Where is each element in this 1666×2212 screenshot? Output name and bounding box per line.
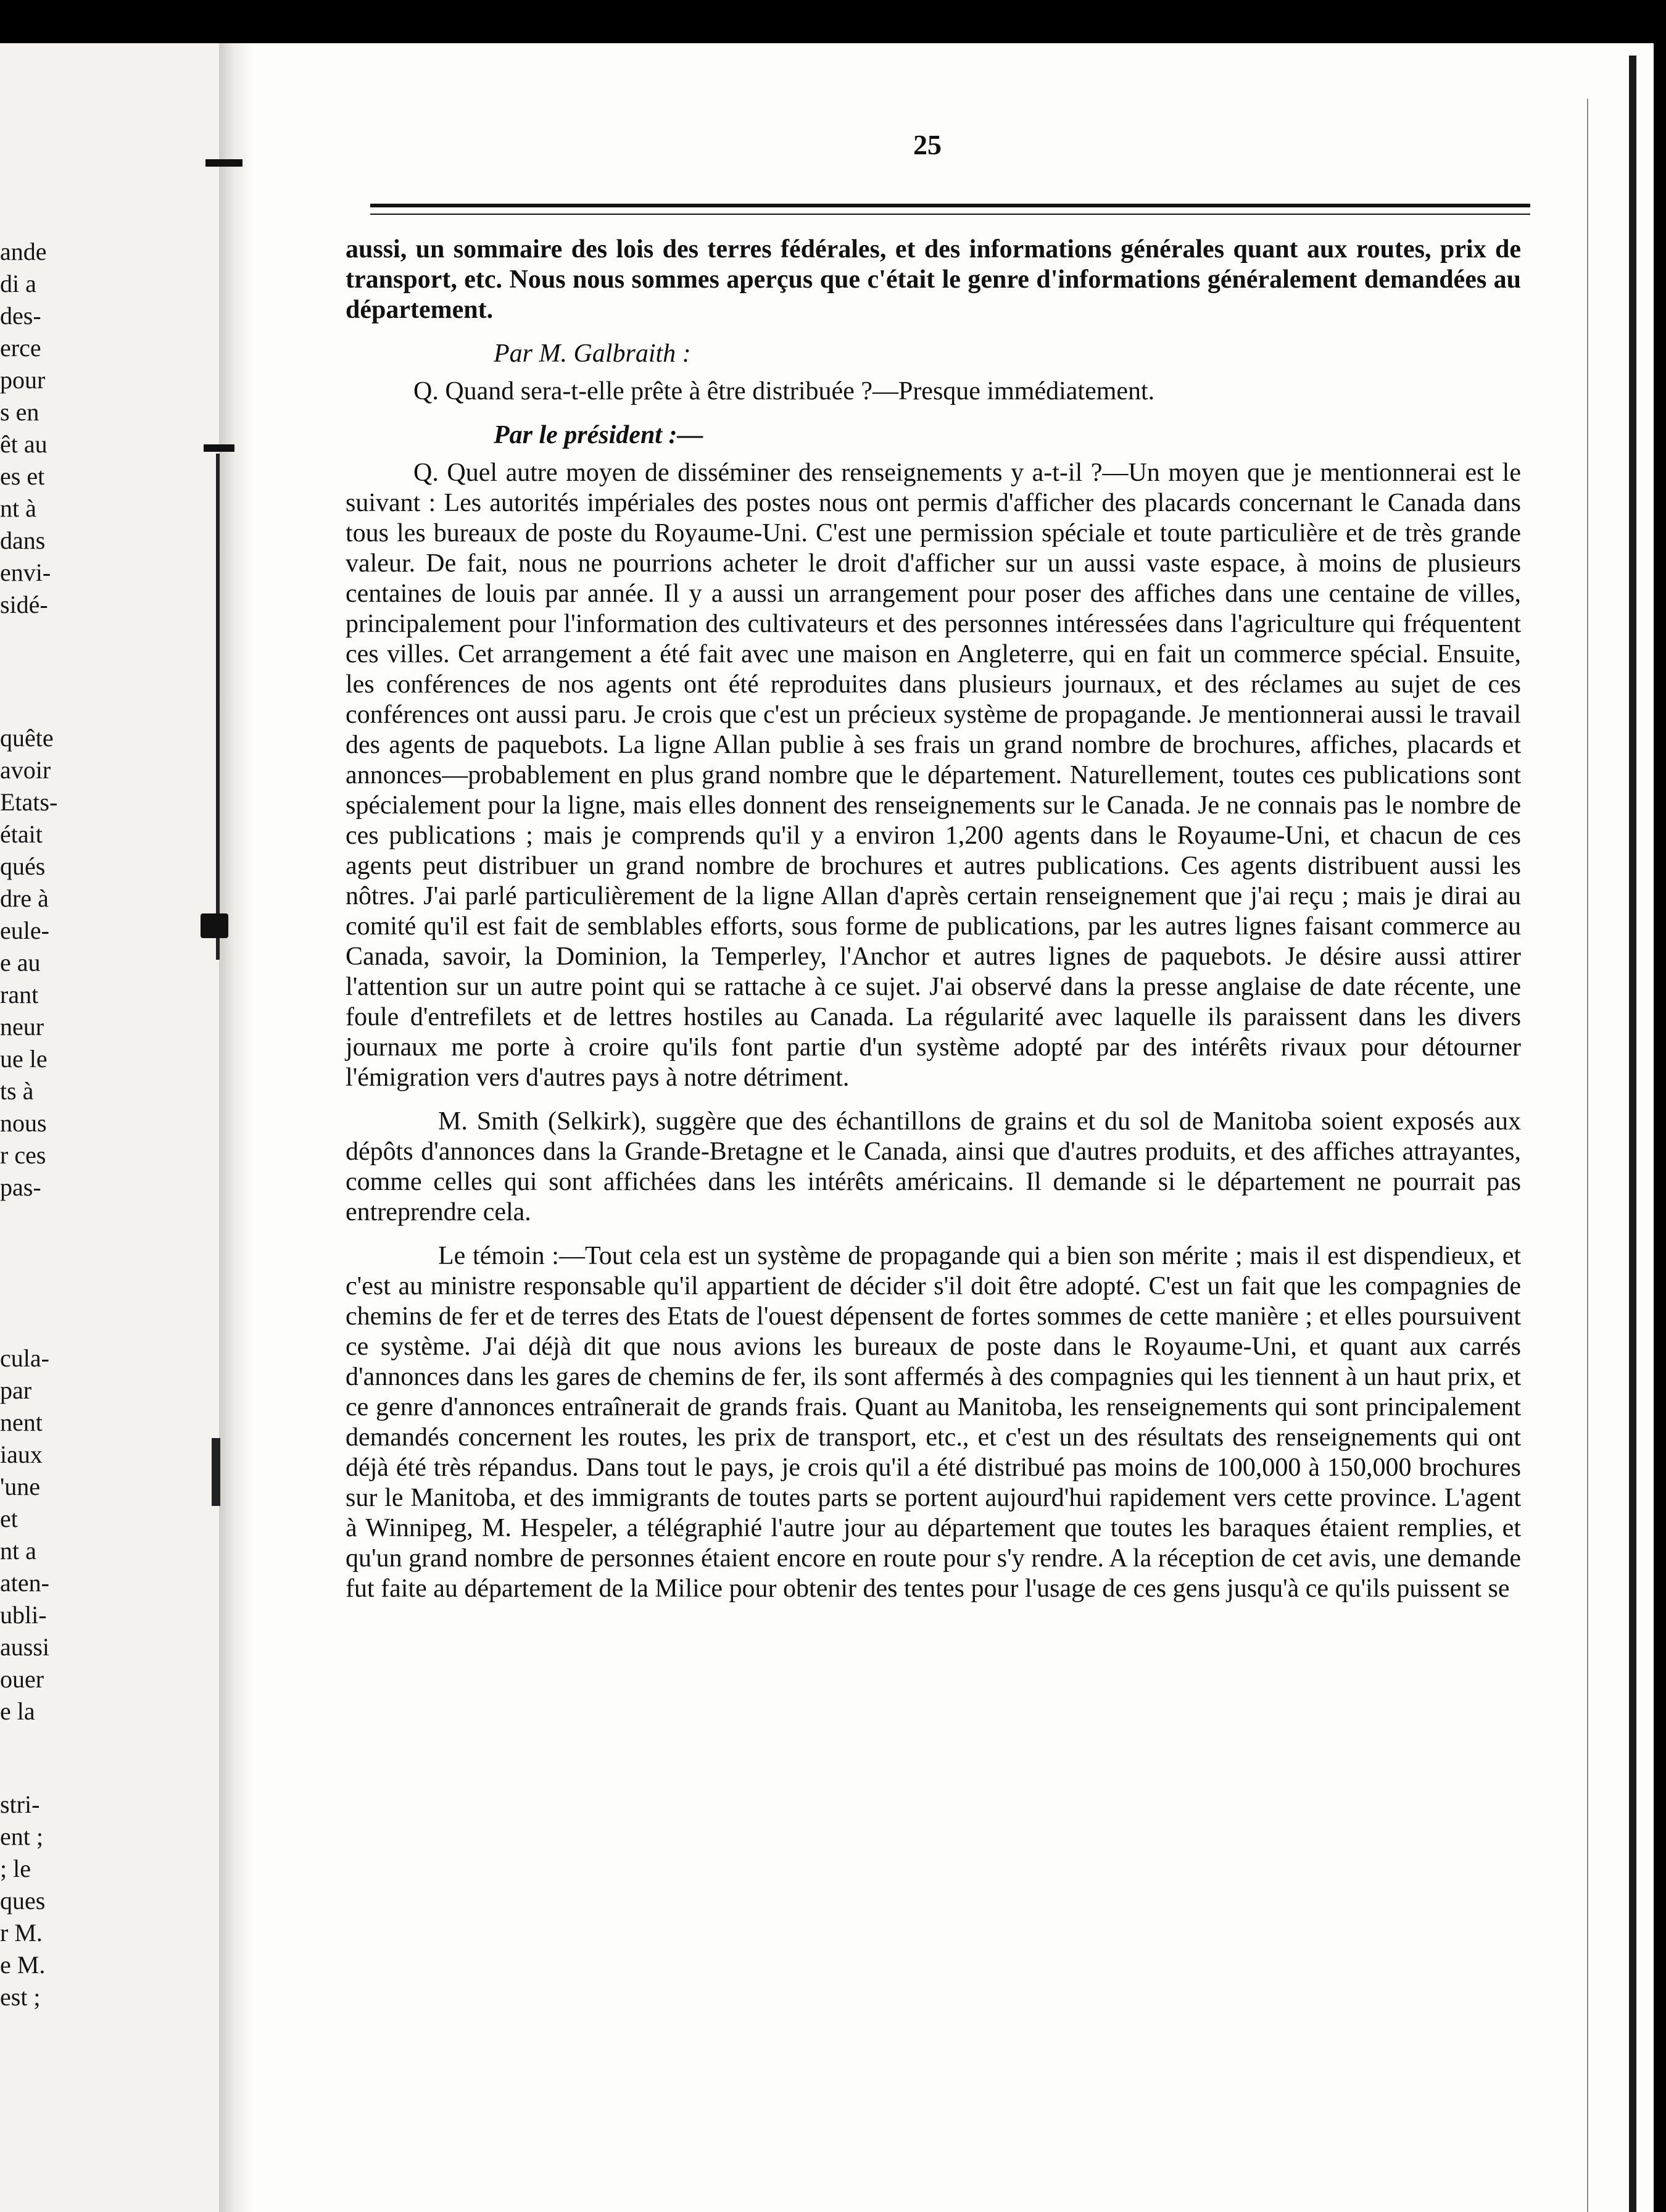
left-column-fragment: dans [0,526,46,554]
spine-mark [204,444,234,452]
left-column-fragment: aten- [0,1569,49,1597]
page-border-line [1587,99,1588,2212]
left-column-fragment: rant [0,981,39,1008]
spine-mark [205,159,242,167]
left-column-fragment: stri- [0,1790,40,1818]
left-column-fragment: e M. [0,1951,46,1979]
left-column-fragment: pas- [0,1173,41,1201]
page-number: 25 [913,129,942,160]
left-column-fragment: ue le [0,1045,48,1073]
page-edge [1629,56,1636,2212]
left-column-fragment: ouer [0,1665,44,1693]
speaker-label: Par M. Galbraith : [494,339,691,368]
left-column-fragment: s en [0,398,39,426]
left-column-fragment: neur [0,1013,44,1041]
left-column-fragment: cula- [0,1344,49,1372]
left-column-fragment: des- [0,302,41,330]
spine-blot [201,913,228,938]
left-column-fragment: nent [0,1408,43,1436]
left-column-fragment: e la [0,1697,35,1725]
left-column-fragment: pour [0,366,46,394]
left-column-fragment: était [0,820,43,848]
paragraph: M. Smith (Selkirk), suggère que des échantillons de grains et du sol de Manitoba soient exposés aux dépôts d'annonces dans la Grande-Bretagne et le Canada, ainsi que d'autres produits, et des affiches attrayantes, comme celles qui sont affichées dans les intérêts américains. Il demande si le département ne pourrait pas entreprendre cela. [346,1107,1521,1226]
left-column-fragments [0,0,74,2212]
header-rule [370,204,1530,215]
left-column-fragment: par [0,1376,32,1404]
left-column-fragment: envi- [0,559,51,586]
left-column-fragment: et [0,1505,18,1532]
left-column-fragment: ande [0,238,47,265]
left-column-fragment: nous [0,1109,47,1137]
left-column-fragment: êt au [0,430,48,458]
left-column-fragment: est ; [0,1983,41,2011]
left-column-fragment: eule- [0,917,49,944]
left-column-fragment: es et [0,462,45,490]
left-column-fragment: e au [0,949,41,976]
left-column-fragment: dre à [0,884,49,912]
left-column-fragment: r M. [0,1919,43,1947]
left-column-fragment: di a [0,270,36,297]
left-column-fragment: erce [0,334,41,362]
left-column-fragment: qués [0,852,46,880]
left-column-fragment: nt à [0,494,36,522]
left-column-fragment: avoir [0,756,51,784]
speaker-label: Par le président :— [494,421,703,449]
paragraph: Q. Quand sera-t-elle prête à être distribuée ?—Presque immédiatement. [413,377,1155,405]
spine-bar [216,454,220,960]
left-column-fragment: aussi [0,1633,49,1661]
left-column-fragment: ; le [0,1855,31,1882]
left-column-fragment: 'une [0,1473,40,1500]
spine-bar [212,1438,220,1506]
left-column-fragment: sidé- [0,591,48,618]
left-column-fragment: ubli- [0,1601,47,1629]
main-text [346,235,1521,1618]
left-column-fragment: ent ; [0,1823,43,1850]
left-column-fragment: ts à [0,1077,34,1105]
left-column-fragment: quête [0,724,54,752]
paragraph: Le témoin :—Tout cela est un système de propagande qui a bien son mérite ; mais il est dispendieux, et c'est au ministre responsable qu'il appartient de décider s'il doit être adopté. C'est un fait que les compagnies de chemins de fer et de terres des Etats de l'ouest dépensent de fortes sommes de cette manière ; et elles poursuivent ce système. J'ai déjà dit que nous avions les bureaux de poste dans le Royaume-Uni, et quant aux carrés d'annonces dans les gares de chemins de fer, ils sont affermés à des compagnies qui les tiennent à un haut prix, et ce genre d'annonces entraînerait de grands frais. Quant au Manitoba, les renseignements qui sont principalement demandés concernent les routes, les prix de transport, etc., et c'est un des résultats des renseignements qui ont déjà été très répandus. Dans tout le pays, je crois qu'il a été distribué pas moins de 100,000 à 150,000 brochures sur le Manitoba, et des immigrants de toutes parts se portent aujourd'hui rapidement vers cette province. L'agent à Winnipeg, M. Hespeler, a télégraphié l'autre jour au département que toutes les baraques étaient remplies, et qu'un grand nombre de personnes étaient encore en route pour s'y rendre. A la réception de cet avis, une demande fut faite au département de la Milice pour obtenir des tentes pour l'usage de ces gens jusqu'à ce qu'ils puissent se [346,1242,1521,1603]
page-fold [219,43,256,2212]
paragraph: Q. Quel autre moyen de disséminer des renseignements y a-t-il ?—Un moyen que je mentionnerai est le suivant : Les autorités impériales des postes nous ont permis d'afficher des placards concernant le Canada dans tous les bureaux de poste du Royaume-Uni. C'est une permission spéciale et toute particulière et de très grande valeur. De fait, nous ne pourrions acheter le droit d'afficher sur un aussi vaste espace, à moins de plusieurs centaines de louis par année. Il y a aussi un arrangement pour poser des affiches dans une centaine de villes, principalement pour l'information des cultivateurs et des personnes intéressées dans l'agriculture qui fréquentent ces villes. Cet arrangement a été fait avec une maison en Angleterre, qui en fait un commerce spécial. Ensuite, les conférences de nos agents ont été reproduites dans plusieurs journaux, et des réclames au sujet de ces conférences ont aussi paru. Je crois que c'est un précieux système de propagande. Je mentionnerai aussi le travail des agents de paquebots. La ligne Allan publie à ses frais un grand nombre de brochures, affiches, placards et annonces—probablement en plus grand nombre que le département. Naturellement, toutes ces publications sont spécialement pour la ligne, mais elles donnent des renseignements sur le Canada. Je ne connais pas le nombre de ces publications ; mais je comprends qu'il y a environ 1,200 agents dans le Royaume-Uni, et chacun de ces agents peut distribuer un grand nombre de brochures et autres publications. Ces agents distribuent aussi les nôtres. J'ai parlé particulièrement de la ligne Allan d'après certain renseignement que j'ai reçu ; mais je dirai au comité qu'il est fait de semblables efforts, sous forme de publications, par les autres lignes faisant commerce au Canada, savoir, la Dominion, la Temperley, l'Anchor et autres lignes de paquebots. Je désire aussi attirer l'attention sur un autre point qui se rattache à ce sujet. J'ai observé dans la presse anglaise de date récente, une foule d'entrefilets et de lettres hostiles au Canada. La régularité avec laquelle ils paraissent dans les divers journaux me porte à croire qu'ils font partie d'un système adopté par des intérêts rivaux pour détourner l'émigration vers d'autres pays à notre détriment. [346,459,1521,1092]
left-column-fragment: iaux [0,1441,43,1468]
left-column-fragment: ques [0,1887,46,1915]
left-column-fragment: nt a [0,1537,36,1565]
left-column-fragment: Etats- [0,788,58,816]
paragraph: aussi, un sommaire des lois des terres fédérales, et des informations générales quant aux routes, prix de transport, etc. Nous nous sommes aperçus que c'était le genre d'informations généralement demandées au département. [346,235,1521,324]
left-column-fragment: r ces [0,1141,46,1169]
